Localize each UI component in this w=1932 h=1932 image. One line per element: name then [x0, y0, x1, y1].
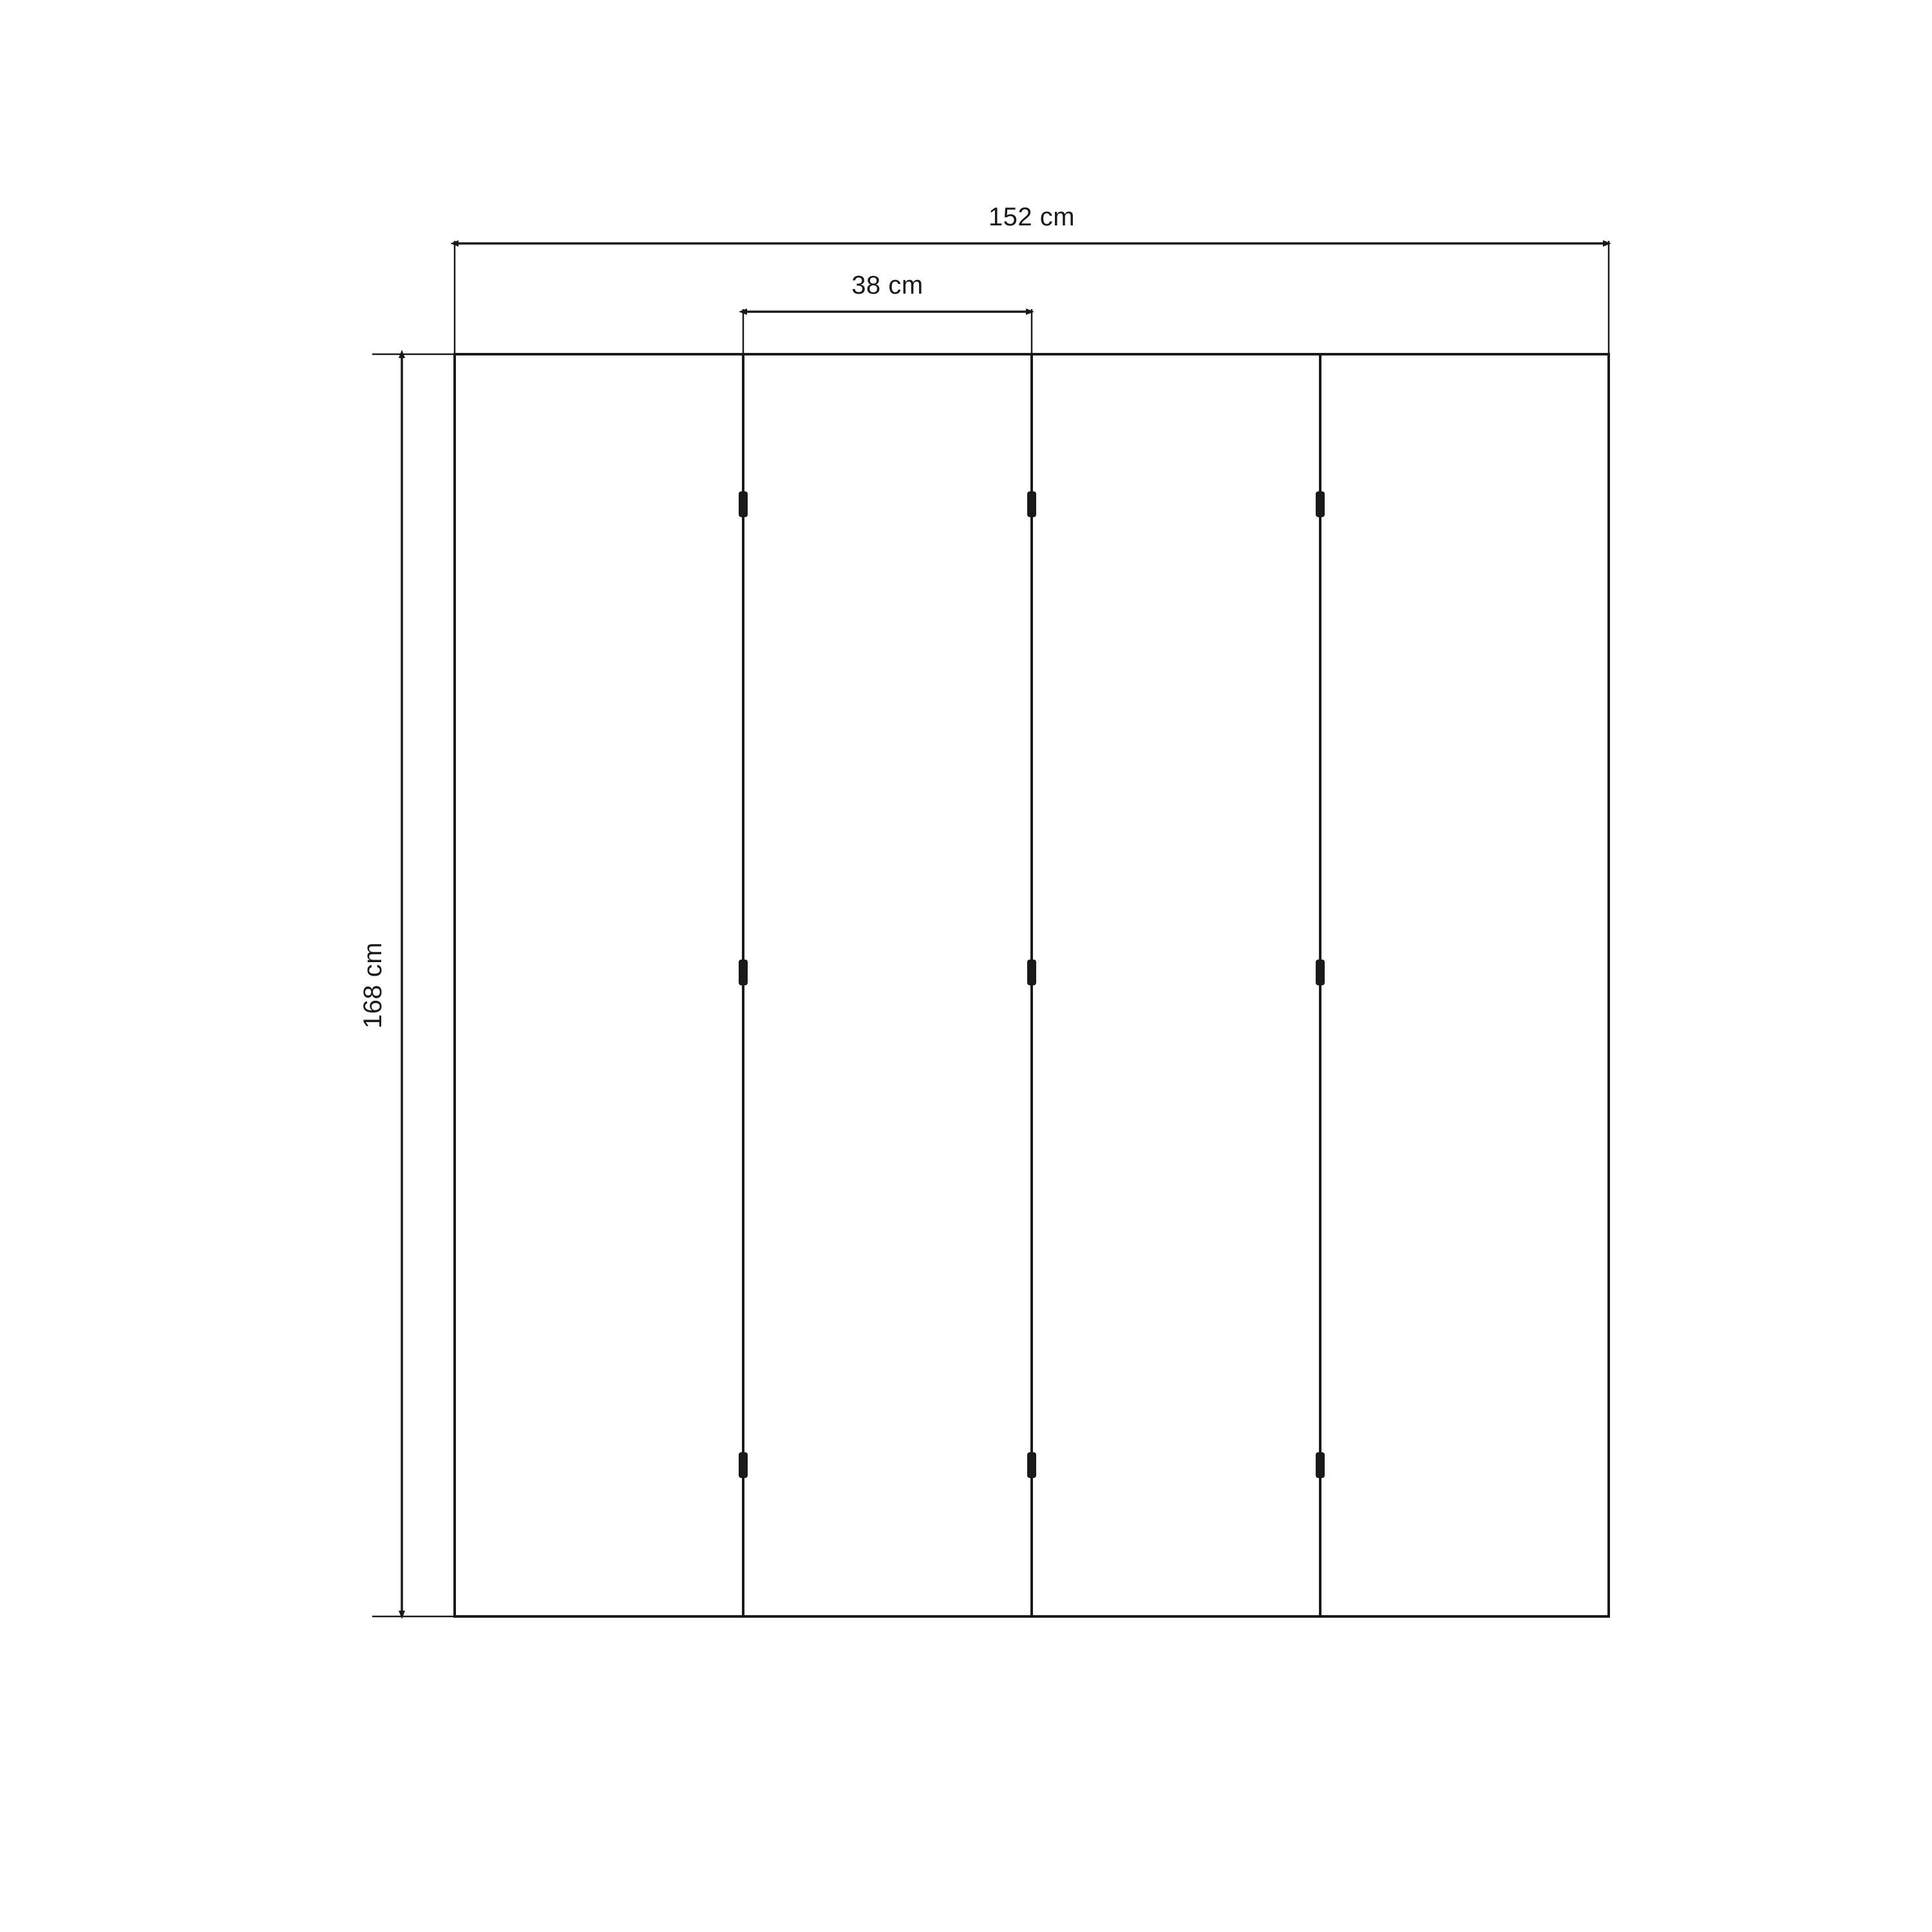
height-label: 168 cm: [359, 942, 387, 1029]
height-dimension: [359, 354, 461, 1616]
hinge-icon: [739, 960, 748, 985]
panel-2: [743, 354, 1032, 1616]
hinge-icon: [1316, 1452, 1325, 1478]
panel-3: [1032, 354, 1320, 1616]
panel-1: [455, 354, 743, 1616]
hinge-icon: [1316, 491, 1325, 517]
hinge-icon: [1027, 1452, 1036, 1478]
hinge-icon: [739, 491, 748, 517]
hinge-icon: [739, 1452, 748, 1478]
hinge-icon: [1316, 960, 1325, 985]
panel-width-label: 38 cm: [851, 271, 923, 299]
overall-width-label: 152 cm: [988, 203, 1075, 231]
panel-width-dimension: [743, 271, 1032, 361]
hinge-icon: [1027, 960, 1036, 985]
hinge-icon: [1027, 491, 1036, 517]
panel-4: [1320, 354, 1609, 1616]
